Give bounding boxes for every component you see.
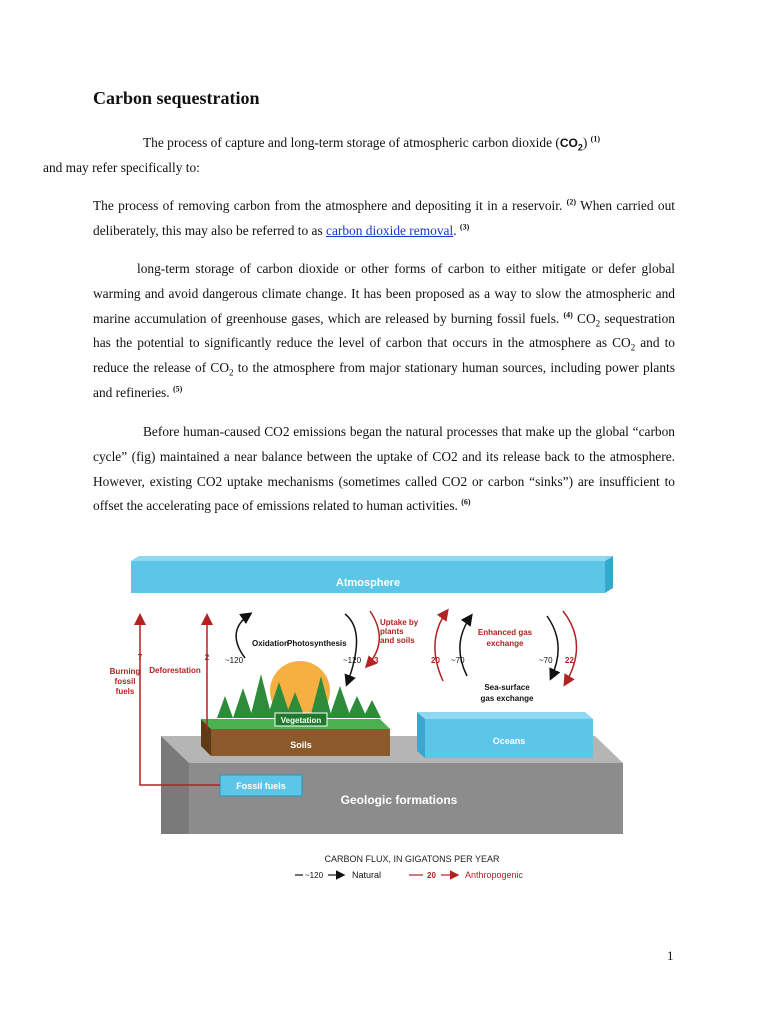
atmosphere-label: Atmosphere: [335, 577, 401, 589]
burning-label-3: fuels: [115, 687, 135, 696]
geologic-label: Geologic formations: [340, 793, 458, 807]
oceans-block: [417, 712, 593, 758]
ref-1: (1): [590, 134, 600, 144]
page-title: Carbon sequestration: [93, 88, 260, 108]
p1-co2: $CO_2$: [559, 136, 583, 153]
p2-dot: .: [453, 222, 457, 238]
ocean-natural-up-arrow: [460, 616, 471, 676]
atmosphere-slab: [131, 556, 613, 593]
ref-4: (4): [563, 310, 573, 320]
legend-anthro-value: 20: [427, 871, 436, 880]
ref-5: (5): [172, 384, 183, 394]
p3-co2c: $CO_2$: [210, 360, 234, 378]
paragraph-4: [93, 420, 675, 519]
ref-2: (2): [566, 197, 576, 207]
vegetation-label: Vegetation: [280, 716, 322, 725]
uptake-label-2: plants: [380, 627, 404, 636]
paragraph-1: [43, 131, 675, 181]
legend-natural-value: ~120: [305, 871, 324, 880]
enhanced-label-2: exchange: [486, 639, 524, 648]
ocean-down-value: ~70: [539, 656, 553, 665]
enhanced-up-arrow: [435, 611, 447, 681]
p2-text: The process of removing carbon from the atmosphere and depositing it in a reservoir.: [93, 198, 563, 213]
paragraph-3: [93, 257, 675, 406]
ocean-up-value: ~70: [451, 656, 465, 665]
p2-text2: When carried out deliberately, this may also be referred to as: [93, 198, 675, 238]
deforestation-label: Deforestation: [149, 666, 201, 675]
burning-value: 7: [137, 653, 143, 662]
p3-co2a: $CO_2$: [577, 310, 601, 329]
legend-anthro-label: Anthropogenic: [465, 870, 524, 880]
fossil-fuels-label: Fossil fuels: [236, 781, 286, 791]
uptake-label-1: Uptake by: [380, 618, 419, 627]
ref-6: (6): [461, 497, 471, 507]
photosynthesis-value: ~120: [343, 656, 362, 665]
soils-label: Soils: [290, 740, 312, 750]
sea-surface-label-2: gas exchange: [480, 694, 534, 703]
sea-surface-label-1: Sea-surface: [484, 683, 530, 692]
paragraph-2: [93, 194, 675, 244]
photosynthesis-arrow: [345, 614, 357, 684]
enhanced-up-value: 20: [431, 656, 440, 665]
ref-3: (3): [459, 222, 470, 232]
p3-text1: long-term storage of carbon dioxide or other forms of carbon to either mitigate or defer global warming and avoid dangerous climate change. It has been proposed as a way to slow the atmospheric and marine accumulation of greenhouse gases, which are released by burning fossil fuels.: [93, 261, 675, 326]
oxidation-label: Oxidation: [252, 639, 289, 648]
ocean-natural-down-arrow: [547, 616, 558, 678]
p4-text: Before human-caused CO2 emissions began the natural processes that make up the global “carbon cycle” (fig) maintained a near balance between the uptake of CO2 and its release back to the atmosphere. However, existing CO2 uptake mechanisms (sometimes called CO2 or carbon “sinks”) are insufficient to offset the accelerating pace of emissions related to human activities.: [93, 424, 675, 514]
p1-close: ): [582, 135, 588, 150]
burning-label-2: fossil: [114, 677, 136, 686]
enhanced-down-arrow: [563, 611, 577, 684]
oxidation-value: ~120: [225, 656, 244, 665]
enhanced-down-value: 22: [565, 656, 574, 665]
uptake-label-3: and soils: [380, 636, 415, 645]
page-number: 1: [667, 948, 674, 963]
p3-text4: to the atmosphere from major stationary human sources, including power plants and refineries.: [93, 360, 675, 400]
carbon-cycle-figure: [95, 556, 630, 881]
p3-text3: and to reduce the release of: [93, 335, 675, 376]
burning-label-1: Burning: [109, 667, 141, 676]
deforestation-value: 2: [204, 653, 210, 662]
p1-cont: and may refer specifically to:: [43, 159, 200, 175]
photosynthesis-label: Photosynthesis: [287, 639, 347, 648]
p1-text: The process of capture and long-term storage of atmospheric carbon dioxide (: [143, 135, 560, 150]
uptake-value: 3: [374, 656, 379, 665]
oxidation-arrow: [236, 614, 250, 658]
enhanced-label-1: Enhanced gas: [477, 628, 533, 637]
oceans-label: Oceans: [492, 736, 526, 746]
p3-co2b: $CO_2$: [612, 335, 636, 354]
carbon-dioxide-removal-link[interactable]: carbon dioxide removal: [326, 222, 454, 238]
p3-text2: sequestration has the potential to significantly reduce the level of carbon that occurs in the atmosphere as: [93, 310, 675, 351]
legend-natural-label: Natural: [352, 870, 382, 880]
legend-title: CARBON FLUX, IN GIGATONS PER YEAR: [324, 854, 500, 864]
